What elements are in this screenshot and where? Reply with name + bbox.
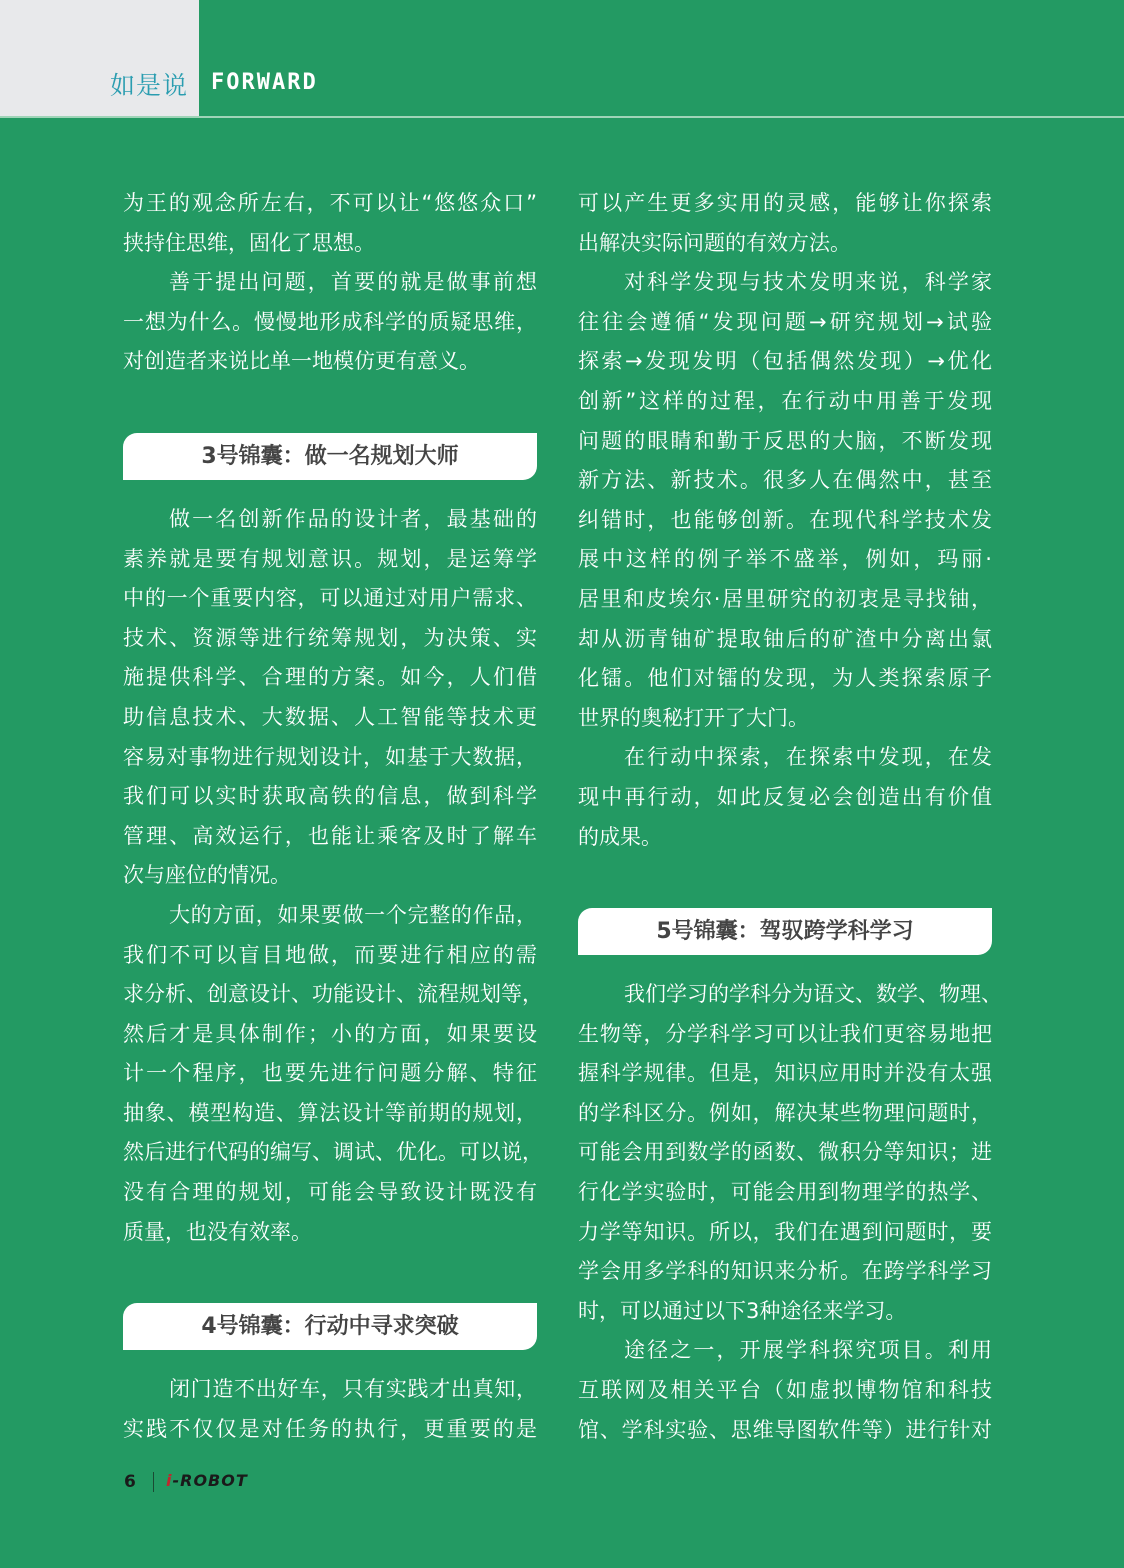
text-line: 善于提出问题，首要的就是做事前想 (169, 270, 537, 295)
text-line: 一想为什么。慢慢地形成科学的质疑思维， (123, 309, 537, 334)
text-line: 容易对事物进行规划设计，如基于大数据， (123, 744, 537, 769)
text-line: 却从沥青铀矿提取铀后的矿渣中分离出氯 (578, 626, 992, 651)
text-line: 问题的眼睛和勤于反思的大脑，不断发现 (578, 428, 992, 453)
logo-i: i (166, 1471, 173, 1490)
text-line: 对科学发现与技术发明来说，科学家 (624, 270, 992, 295)
article-column-left (123, 184, 543, 1449)
text-line: 居里和皮埃尔·居里研究的初衷是寻找铀， (578, 586, 992, 611)
paragraph (123, 896, 543, 1252)
text-line: 为王的观念所左右，不可以让“悠悠众口” (123, 191, 537, 215)
text-line: 我们不可以盲目地做，而要进行相应的需 (123, 942, 537, 967)
section-heading: 4号锦囊：行动中寻求突破 (123, 1303, 537, 1350)
paragraph (123, 263, 537, 382)
paragraph (578, 1331, 992, 1450)
paragraph (123, 1370, 537, 1449)
text-line: 展中这样的例子举不盛举，例如，玛丽· (578, 547, 992, 572)
text-line: 然后进行代码的编写、调试、优化。可以说， (123, 1140, 543, 1165)
text-line: 求分析、创意设计、功能设计、流程规划等， (123, 982, 543, 1007)
paragraph (123, 184, 537, 263)
paragraph (578, 975, 1002, 1331)
text-line: 我们学习的学科分为语文、数学、物理、 (624, 982, 1002, 1007)
section-heading: 5号锦囊：驾驭跨学科学习 (578, 908, 992, 955)
text-line: 生物等，分学科学习可以让我们更容易地把 (578, 1021, 992, 1046)
text-line: 可能会用到数学的函数、微积分等知识；进 (578, 1140, 992, 1165)
text-line: 我们可以实时获取高铁的信息，做到科学 (123, 784, 537, 809)
paragraph (578, 263, 992, 738)
text-line: 馆、学科实验、思维导图软件等）进行针对 (578, 1417, 992, 1442)
text-line: 中的一个重要内容，可以通过对用户需求、 (123, 586, 537, 611)
text-line: 助信息技术、大数据、人工智能等技术更 (123, 704, 537, 729)
section-title-en: FORWARD (211, 70, 318, 95)
text-line: 对创造者来说比单一地模仿更有意义。 (123, 349, 480, 374)
text-line: 在行动中探索，在探索中发现，在发 (624, 745, 992, 770)
text-line: 次与座位的情况。 (123, 863, 291, 888)
text-line: 没有合理的规划，可能会导致设计既没有 (123, 1180, 537, 1205)
text-line: 学会用多学科的知识来分析。在跨学科学习 (578, 1259, 992, 1284)
text-line: 管理、高效运行，也能让乘客及时了解车 (123, 823, 537, 848)
text-line: 抽象、模型构造、算法设计等前期的规划， (123, 1100, 537, 1125)
text-line: 探索→发现发明（包括偶然发现）→优化 (578, 349, 992, 374)
header-divider (0, 116, 1124, 118)
text-line: 创新”这样的过程，在行动中用善于发现 (578, 388, 992, 413)
text-line: 挟持住思维，固化了思想。 (123, 230, 375, 255)
text-line: 可以产生更多实用的灵感，能够让你探索 (578, 191, 992, 215)
text-line: 计一个程序，也要先进行问题分解、特征 (123, 1061, 537, 1086)
text-line: 握科学规律。但是，知识应用时并没有太强 (578, 1061, 992, 1086)
page-number: 6 (124, 1472, 136, 1492)
text-line: 素养就是要有规划意识。规划，是运筹学 (123, 546, 537, 571)
text-line: 时，可以通过以下3种途径来学习。 (578, 1298, 907, 1323)
text-line: 施提供科学、合理的方案。如今，人们借 (123, 665, 537, 690)
text-line: 新方法、新技术。很多人在偶然中，甚至 (578, 468, 992, 493)
text-line: 互联网及相关平台（如虚拟博物馆和科技 (578, 1378, 992, 1403)
paragraph (578, 738, 992, 857)
text-line: 大的方面，如果要做一个完整的作品， (169, 902, 537, 927)
text-line: 闭门造不出好车，只有实践才出真知， (169, 1377, 537, 1402)
text-line: 出解决实际问题的有效方法。 (578, 230, 851, 255)
text-line: 行化学实验时，可能会用到物理学的热学、 (578, 1180, 992, 1205)
logo-text: -ROBOT (172, 1471, 248, 1490)
section-title-cn: 如是说 (109, 71, 188, 100)
section-heading: 3号锦囊：做一名规划大师 (123, 433, 537, 480)
text-line: 的学科区分。例如，解决某些物理问题时， (578, 1100, 992, 1125)
text-line: 技术、资源等进行统筹规划，为决策、实 (123, 625, 537, 650)
paragraph (123, 500, 537, 896)
text-line: 力学等知识。所以，我们在遇到问题时，要 (578, 1219, 992, 1244)
article-column-right (578, 184, 1002, 1450)
text-line: 世界的奥秘打开了大门。 (578, 705, 809, 730)
text-line: 做一名创新作品的设计者，最基础的 (169, 506, 537, 531)
text-line: 纠错时，也能够创新。在现代科学技术发 (578, 507, 992, 532)
text-line: 化镭。他们对镭的发现，为人类探索原子 (578, 666, 992, 691)
footer-divider (153, 1472, 154, 1492)
text-line: 质量，也没有效率。 (123, 1219, 312, 1244)
text-line: 的成果。 (578, 824, 662, 849)
text-line: 往往会遵循“发现问题→研究规划→试验 (578, 309, 992, 334)
text-line: 然后才是具体制作；小的方面，如果要设 (123, 1021, 537, 1046)
text-line: 实践不仅仅是对任务的执行，更重要的是 (123, 1416, 537, 1441)
text-line: 途径之一，开展学科探究项目。利用 (624, 1338, 992, 1363)
text-line: 现中再行动，如此反复必会创造出有价值 (578, 784, 992, 809)
paragraph (578, 184, 992, 263)
magazine-logo (166, 1471, 248, 1490)
